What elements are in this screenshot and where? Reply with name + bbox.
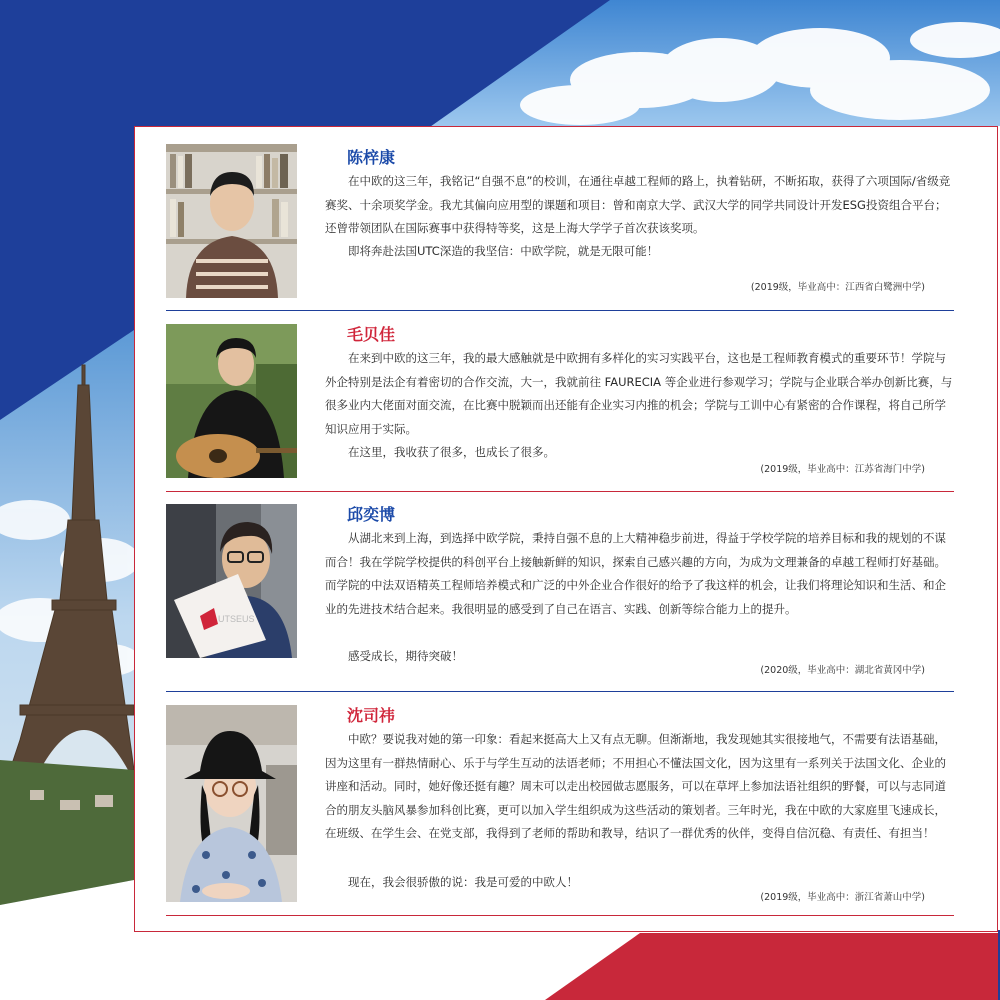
student-photo	[166, 144, 297, 298]
svg-text:UTSEUS: UTSEUS	[218, 614, 255, 624]
entry-divider	[166, 915, 954, 916]
student-photo-guitar	[166, 324, 297, 478]
student-entry	[135, 705, 999, 920]
testimonial-text: 在来到中欧的这三年，我的最大感触就是中欧拥有多样化的实习实践平台，这也是工程师教育模式的重要环节！学院与外企特别是法企有着密切的合作交流，大一，我就前往 FAURECIA 等企业进行参观学习；学院与企业联合举办创新比赛，与很多业内大佬面对面交流，在比赛中脱颖而出还能有企业实习内推的机会；学院与工训中心有紧密的合作课程，将自己所学知识应用于实际。	[325, 351, 953, 436]
student-name: 邱奕博	[347, 505, 396, 524]
student-photo	[166, 504, 297, 658]
student-photo	[166, 324, 297, 478]
student-photo-bucket-hat	[166, 705, 297, 902]
student-name: 陈梓康	[347, 148, 396, 167]
student-entry	[135, 144, 999, 312]
testimonial-text: 在中欧的这三年，我铭记“自强不息”的校训，在通往卓越工程师的路上，执着钻研，不断拓取，获得了六项国际/省级竞赛奖、十余项奖学金。我尤其偏向应用型的课题和项目：曾和南京大学、武汉大学的同学共同设计开发ESG投资组合平台；还曾带领团队在国际赛事中获得特等奖，这是上海大学学子首次获该奖项。	[325, 174, 951, 235]
entry-divider	[166, 491, 954, 492]
student-name: 沈司祎	[347, 706, 396, 725]
student-photo-bookshelf	[166, 144, 297, 298]
student-meta: (2019级，毕业高中：江西省白鹭洲中学)	[750, 282, 925, 293]
student-photo-utseus-bag	[166, 504, 297, 658]
student-entry	[135, 504, 999, 692]
entry-divider	[166, 310, 954, 311]
student-entry	[135, 324, 999, 492]
student-photo	[166, 705, 297, 902]
testimonial-closing: 感受成长，期待突破！	[348, 649, 463, 663]
student-meta: (2019级，毕业高中：浙江省萧山中学)	[760, 892, 925, 903]
testimonial-closing: 在这里，我收获了很多，也成长了很多。	[348, 445, 555, 459]
testimonials-card	[134, 126, 998, 932]
student-meta: (2019级，毕业高中：江苏省海门中学)	[760, 464, 925, 475]
entry-divider	[166, 691, 954, 692]
testimonial-text: 中欧？要说我对她的第一印象：看起来挺高大上又有点无聊。但渐渐地，我发现她其实很接地气，不需要有法语基础，因为这里有一群热情耐心、乐于与学生互动的法语老师；不用担心不懂法国文化，因为这里有一系列关于法国文化、企业的讲座和活动。同时，她好像还挺有趣？周末可以走出校园做志愿服务，可以在草坪上参加法语社组织的野餐，可以与志同道合的朋友头脑风暴参加科创比赛，更可以加入学生组织成为这些活动的策划者。三年时光，我在中欧的大家庭里飞速成长，在班级、在学生会、在党支部，我得到了老师的帮助和教导，结识了一群优秀的伙伴，变得自信沉稳、有责任、有担当！	[325, 732, 946, 840]
testimonial-text: 从湖北来到上海，到选择中欧学院，秉持自强不息的上大精神稳步前进，得益于学校学院的培养目标和我的规划的不谋而合！我在学院学校提供的科创平台上接触新鲜的知识，探索自己感兴趣的方向，为成为文理兼备的卓越工程师打好基础。而学院的中法双语精英工程师培养模式和广泛的中外企业合作很好的给予了我这样的机会，让我们将理论知识和生活、和企业的先进技术结合起来。我很明显的感受到了自己在语言、实践、创新等综合能力上的提升。	[325, 531, 946, 616]
testimonial-closing: 现在，我会很骄傲的说：我是可爱的中欧人！	[348, 875, 578, 889]
testimonial-closing: 即将奔赴法国UTC深造的我坚信：中欧学院，就是无限可能！	[348, 244, 659, 258]
student-meta: (2020级，毕业高中：湖北省黄冈中学)	[760, 665, 925, 676]
student-name: 毛贝佳	[347, 325, 396, 344]
